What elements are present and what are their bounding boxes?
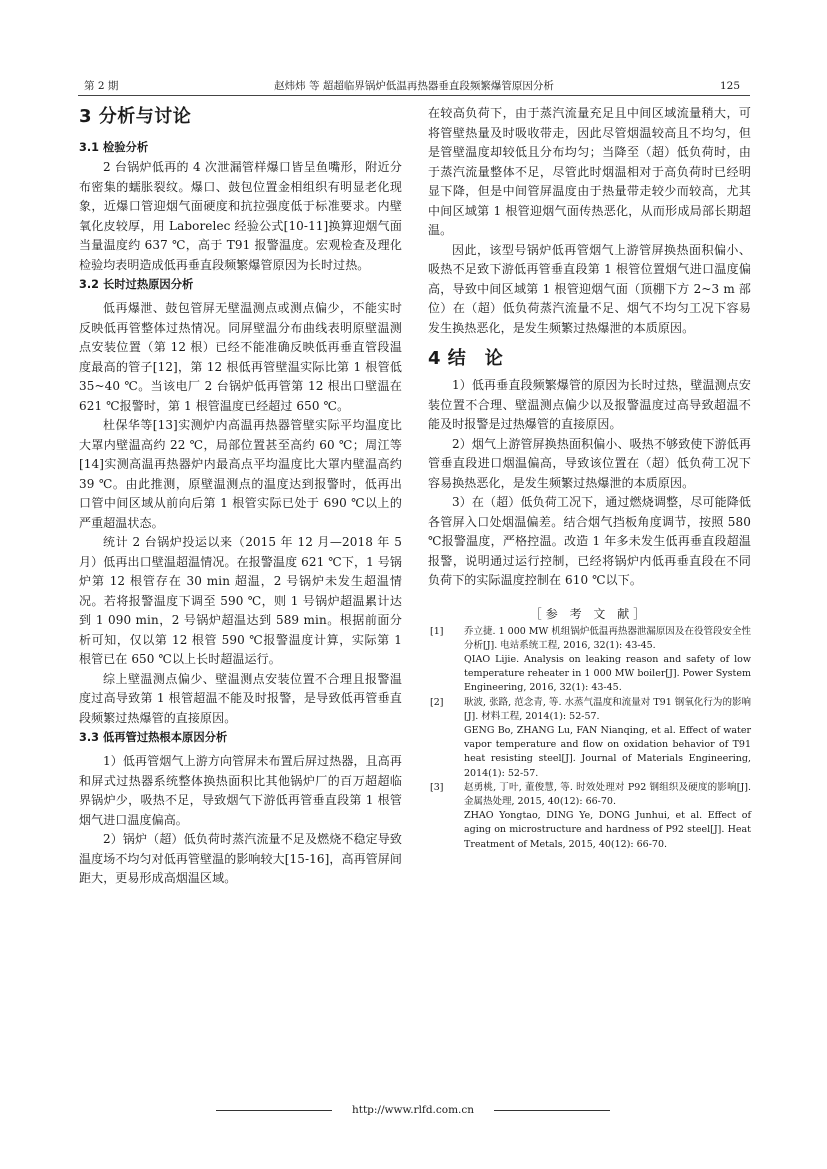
paragraph-3-2-a: 低再爆泄、鼓包管屏无壁温测点或测点偏少，不能实时反映低再管整体过热情况。同屏壁温分布曲线表明原壁温测点安装位置（第 12 根）已经不能准确反映低再垂直管段温度最高的管子[12]，第 12 根低再管壁温实际比第 1 根管低 35~40 ℃。当该电厂 2 台锅炉低再管第 12 根出口壁温在 621 ℃报警时，第 1 根管温度已经超过 650 ℃。 <box>79 301 402 413</box>
conclusion-1: 1）低再垂直段频繁爆管的原因为长时过热，壁温测点安装位置不合理、壁温测点偏少以及报警温度过高导致超温不能及时报警是过热爆管的直接原因。 <box>428 378 751 431</box>
reference-english: QIAO Lijie. Analysis on leaking reason and safety of low temperature reheater in 1 000 MW boiler[J]. Power System Engineering, 2016, 32(1): 43-45. <box>464 653 751 694</box>
paragraph-3-3-c: 在较高负荷下，由于蒸汽流量充足且中间区域流量稍大，可将管壁热量及时吸收带走，因此尽管烟温较高且不均匀，但是管壁温度却较低且分布均匀；当降至（超）低负荷时，由于蒸汽流量整体不足，尽管此时烟温相对于高负荷时已经明显下降，但是中间管屏温度由于热量带走较少而较高，尤其中间区域第 1 根管迎烟气面传热恶化，从而形成局部长期超温。 <box>428 106 751 237</box>
running-title: 赵炜炜 等 超超临界锅炉低温再热器垂直段频繁爆管原因分析 <box>274 80 554 92</box>
conclusion-2: 2）烟气上游管屏换热面积偏小、吸热不够致使下游低再管垂直段进口烟温偏高，导致该位置在（超）低负荷工况下容易换热恶化，是发生频繁过热爆泄的本质原因。 <box>428 436 751 490</box>
reference-body <box>464 625 751 696</box>
paragraph-3-3-d: 因此，该型号锅炉低再管烟气上游管屏换热面积偏小、吸热不足致下游低再管垂直段第 1 根管位置烟气进口温度偏高，导致中间区域第 1 根管迎烟气面（顶棚下方 2~3 m 部位）在（超）低负荷蒸汽流量不足、烟气不均匀工况下容易发生换热恶化，是发生频繁过热爆泄的本质原因。 <box>428 242 751 335</box>
conclusion-3: 3）在（超）低负荷工况下，通过燃烧调整，尽可能降低各管屏入口处烟温偏差。结合烟气挡板角度调节，按照 580 ℃报警温度，严格控温。改造 1 年多未发生低再垂直段超温报警，说明通过运行控制，已经将锅炉内低再垂直段在不同负荷下的实际温度控制在 610 ℃以下。 <box>428 495 751 587</box>
paragraph-3-2-b: 杜保华等[13]实测炉内高温再热器管壁实际平均温度比大罩内壁温高约 22 ℃，局部位置甚至高约 60 ℃；周江等[14]实测高温再热器炉内最高点平均温度比大罩内壁温高约 39 ℃。由此推测，原壁温测点的温度达到报警时，低再出口管中间区域从前向后第 1 根管实际已处于 690 ℃以上的严重超温状态。 <box>79 418 402 530</box>
subsection-3-1-heading: 3.1 检验分析 <box>79 141 149 154</box>
reference-english: GENG Bo, ZHANG Lu, FAN Nianqing, et al. Effect of water vapor temperature and flow on oxidation behavior of T91 heat resisting steel[J]. Journal of Materials Engineering, 2014(1): 52-57. <box>464 724 751 779</box>
paragraph-3-3-a: 1）低再管烟气上游方向管屏未布置后屏过热器，且高再和屏式过热器系统整体换热面积比其他锅炉厂的百万超超临界锅炉少，吸热不足，导致烟气下游低再管垂直段第 1 根管烟气进口温度偏高。 <box>79 754 402 827</box>
reference-item <box>428 625 751 696</box>
paragraph-3-3-b: 2）锅炉（超）低负荷时蒸汽流量不足及燃烧不稳定导致温度场不均匀对低再管壁温的影响较大[15-16]，高再管屏间距大，更易形成高烟温区域。 <box>79 832 402 885</box>
reference-chinese: 赵勇桃, 丁叶, 董俊慧, 等. 时效处理对 P92 钢组织及硬度的影响[J]. 金属热处理, 2015, 40(12): 66-70. <box>464 781 751 807</box>
reference-number: [1] <box>430 625 444 637</box>
paragraph-3-2-c: 统计 2 台锅炉投运以来（2015 年 12 月—2018 年 5 月）低再出口壁温超温情况。在报警温度 621 ℃下，1 号锅炉第 12 根管存在 30 min 超温，2 号锅炉未发生超温情况。若将报警温度下调至 590 ℃，则 1 号锅炉超温累计达到 1 090 min，2 号锅炉超温达到 589 min。根据前面分析可知，仅以第 12 根管 590 ℃报警温度计算，实际第 1 根管已在 650 ℃以上长时超温运行。 <box>79 535 402 666</box>
reference-english: ZHAO Yongtao, DING Ye, DONG Junhui, et al. Effect of aging on microstructure and hardness of P92 steel[J]. Heat Treatment of Metals, 2015, 40(12): 66-70. <box>464 810 751 850</box>
reference-number: [3] <box>430 781 444 793</box>
reference-chinese: 耿波, 张路, 范念青, 等. 水蒸气温度和流量对 T91 钢氧化行为的影响[J]. 材料工程, 2014(1): 52-57. <box>464 696 751 722</box>
spacer <box>428 338 751 346</box>
subsection-3-2-heading: 3.2 长时过热原因分析 <box>79 278 194 291</box>
reference-item <box>428 781 751 852</box>
footer-rule-right <box>494 1110 610 1111</box>
reference-number: [2] <box>430 696 444 708</box>
section-3-heading: 3 分析与讨论 <box>79 106 192 127</box>
header-rule <box>78 95 750 96</box>
section-4-heading: 4 结 论 <box>428 348 504 369</box>
reference-body <box>464 781 751 852</box>
reference-chinese: 乔立捷. 1 000 MW 机组锅炉低温再热器泄漏原因及在役管段安全性分析[J]. 电站系统工程, 2016, 32(1): 43-45. <box>464 625 751 651</box>
issue-number: 第 2 期 <box>84 80 119 92</box>
reference-item <box>428 696 751 781</box>
page-number: 125 <box>719 80 740 92</box>
references-heading: ［参 考 文 献］ <box>529 606 650 621</box>
spacer <box>79 130 402 138</box>
paragraph-3-2-d: 综上壁温测点偏少、壁温测点安装位置不合理且报警温度过高导致第 1 根管超温不能及时报警，是导致低再管垂直段频繁过热爆管的直接原因。 <box>79 671 402 725</box>
footer-rule-left <box>216 1110 332 1111</box>
running-header <box>78 79 750 93</box>
right-column <box>428 104 751 852</box>
subsection-3-3-heading: 3.3 低再管过热根本原因分析 <box>79 731 228 744</box>
paragraph-3-1: 2 台锅炉低再的 4 次泄漏管样爆口皆呈鱼嘴形，附近分布密集的蠕胀裂纹。爆口、鼓包位置金相组织有明显老化现象，近爆口管迎烟气面硬度和抗拉强度低于标准要求。内壁氧化皮较厚，用 Laborelec 经验公式[10-11]换算迎烟气面当量温度约 637 ℃，高于 T91 报警温度。宏观检查及理化检验均表明造成低再垂直段频繁爆管原因为长时过热。 <box>79 160 402 272</box>
left-column <box>79 104 402 889</box>
footer-url: http://www.rlfd.com.cn <box>351 1104 475 1116</box>
reference-body <box>464 696 751 781</box>
